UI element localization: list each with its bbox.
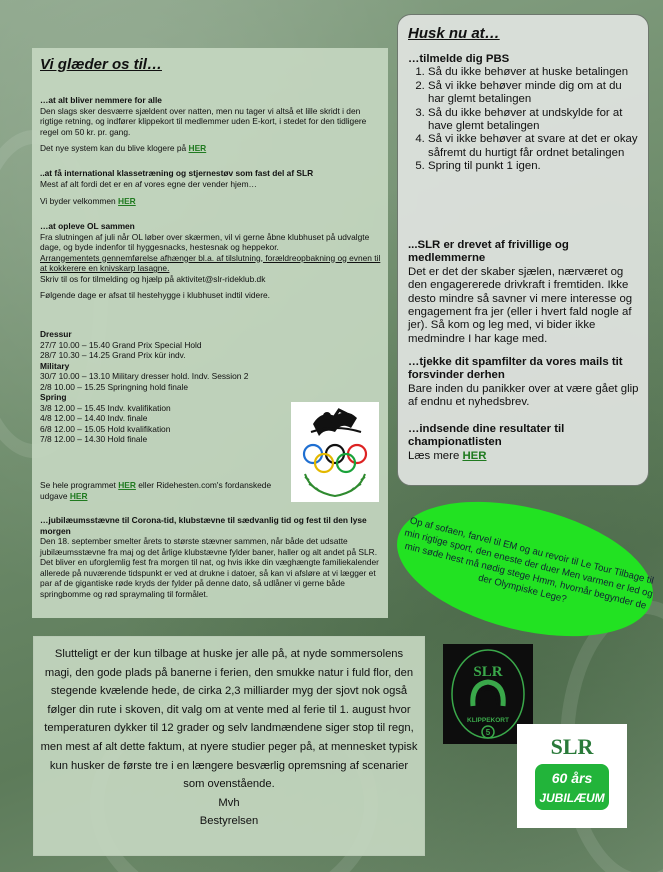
list-item: 5. Spring til punkt 1 igen. bbox=[428, 160, 640, 173]
section-easier-body: Den slags sker desværre sjældent over natten, men nu tager vi altså et lille skridt i den rigtige retning, og indfører klippekort til medlemmer uden E-kort, i stedet for den tidligere regel om 50 kr. pr. gang. bbox=[40, 105, 367, 137]
klippekort-label: KLIPPEKORT bbox=[467, 717, 509, 724]
schedule-row: 6/8 12.00 – 15.05 Hold kvalifikation bbox=[40, 423, 171, 434]
schedule-dressur-label: Dressur bbox=[40, 329, 72, 339]
section-pbs-title: …tilmelde dig PBS bbox=[408, 53, 510, 65]
program-links bbox=[40, 480, 290, 501]
pbs-list bbox=[408, 66, 640, 173]
schedule-spring-label: Spring bbox=[40, 392, 67, 402]
section-results bbox=[408, 423, 640, 463]
klippekort-link[interactable]: HER bbox=[188, 143, 207, 153]
schedule-row: 28/7 10.30 – 14.25 Grand Prix kür indv. bbox=[40, 350, 186, 360]
section-training-title: ..at få international klassetræning og stjernestøv som fast del af SLR bbox=[40, 168, 314, 178]
section-spam-title: …tjekke dit spamfilter da vores mails tit forsvinder derhen bbox=[408, 356, 623, 382]
section-jubilee-body: Den 18. september smelter årets to største stævner sammen, når både det udsatte jubilæumsstævne fra maj og det årlige klubstævne fylder baner, haller og alt andet på SLR. Det bliver en uforglemlig fest fra morgen til nat, og hvis ikke din væghængte familiekalender allerede på nuværende tidspunkt er ved at drukne i datoer, så kan vi afsløre at vi lægger et par af de gigantiske røde kryds der fylder på denne dato, så udlåner vi gerne både springbomme og rød spraymaling til formålet. bbox=[40, 536, 379, 599]
section-volunteers-title: ...SLR er drevet af frivillige og medlemmerne bbox=[408, 239, 569, 265]
olympic-rider-image bbox=[291, 402, 379, 502]
program-text-mid: eller Ridehesten.com's fordanskede udgave bbox=[40, 480, 272, 501]
ridehesten-link[interactable]: HER bbox=[69, 490, 88, 501]
left-heading: Vi glæder os til… bbox=[40, 56, 162, 73]
schedule-row: 3/8 12.00 – 15.45 Indv. kvalifikation bbox=[40, 402, 171, 413]
section-ol-intro: Følgende dage er afsat til hestehygge i klubhuset indtil videre. bbox=[40, 290, 270, 300]
olympic-rings-icon bbox=[291, 402, 379, 502]
section-spam bbox=[408, 356, 640, 410]
section-ol-contact: Skriv til os for tilmelding og hjælp på aktivitet@slr-rideklub.dk bbox=[40, 273, 266, 284]
section-ol bbox=[40, 221, 382, 301]
section-pbs bbox=[408, 53, 640, 174]
klippekort-title: SLR bbox=[473, 664, 503, 680]
section-training-link-text: Vi byder velkommen bbox=[40, 196, 119, 206]
section-ol-title: …at opleve OL sammen bbox=[40, 221, 135, 231]
program-text-pre: Se hele programmet bbox=[40, 480, 119, 490]
left-panel bbox=[32, 48, 388, 618]
poem-text: Op af sofaen, farvel til EM og au revoir til Le Tour Tilbage til min rigtige sport, den eneste der duer Men varmen er led og min søde hest må nødig stege Hmm, hvornår begynder de der Olympiske Lege? bbox=[403, 514, 655, 612]
right-heading: Husk nu at… bbox=[408, 25, 500, 42]
schedule-military-label: Military bbox=[40, 360, 70, 371]
closing-panel bbox=[33, 636, 425, 856]
section-easier-title: …at alt bliver nemmere for alle bbox=[40, 95, 162, 105]
closing-signature: Bestyrelsen bbox=[199, 815, 259, 828]
section-results-title: …indsende dine resultater til championatlisten bbox=[408, 423, 565, 449]
welcome-link[interactable]: HER bbox=[118, 196, 136, 206]
section-easier bbox=[40, 95, 382, 154]
section-jubilee-title: …jubilæumsstævne til Corona-tid, klubstævne til sædvanlig tid og fest til den lyse morgen bbox=[40, 515, 367, 536]
jubilaeum-line1: 60 års bbox=[551, 770, 593, 786]
schedule-row: 4/8 12.00 – 14.40 Indv. finale bbox=[40, 413, 148, 423]
closing-text: Slutteligt er der kun tilbage at huske jer alle på, at nyde sommersolens magi, den gode plads på banerne i ferien, den smukke natur i fuld flor, den stegende kvælende hede, de cirka 2,3 milliarder myg der sjovt nok også følger din rute i skoven, dit valg om at vente med al ferie til 1. august hvor temperaturen dykker til 12 grader og selv landmændene siger stop til regn, men mest af alt dette faktum, at nyere studier peger på, at mennesket typisk kun husker de første tre i en længere besværlig opremsning af scenarier som ovenstående. bbox=[40, 648, 418, 791]
list-item: 4. Så vi ikke behøver at svare at det er okay såfremt du hurtigt får ordnet betalingen bbox=[428, 133, 640, 160]
section-easier-link-text: Det nye system kan du blive klogere på bbox=[40, 143, 189, 153]
list-item: 2. Så vi ikke behøver minde dig om at du har glemt betalingen bbox=[428, 80, 640, 107]
jubilee-badge-icon bbox=[517, 724, 627, 828]
schedule-row: 27/7 10.00 – 15.40 Grand Prix Special Hold bbox=[40, 339, 202, 350]
section-ol-underlined: Arrangementets gennemførelse afhænger bl.a. af tilslutning, forældreopbakning og evnen til at kokkerere en knivskarp lasagne. bbox=[40, 252, 381, 273]
section-training bbox=[40, 168, 382, 207]
jubilaeum-logo bbox=[517, 724, 627, 828]
closing-greeting: Mvh bbox=[218, 796, 240, 809]
section-volunteers bbox=[408, 239, 640, 346]
program-link[interactable]: HER bbox=[118, 480, 136, 490]
right-panel bbox=[397, 14, 649, 486]
section-training-body: Mest af alt fordi det er en af vores egne der vender hjem… bbox=[40, 178, 257, 189]
list-item: 1. Så du ikke behøver at huske betalingen bbox=[428, 66, 640, 79]
section-results-text: Læs mere bbox=[408, 449, 463, 462]
results-link[interactable]: HER bbox=[462, 449, 487, 462]
klippekort-number: 5 bbox=[485, 728, 491, 737]
section-jubilee bbox=[40, 515, 382, 599]
schedule-row: 7/8 12.00 – 14.30 Hold finale bbox=[40, 434, 148, 444]
section-spam-body: Bare inden du panikker over at være gået glip af endnu et nyhedsbrev. bbox=[408, 382, 639, 409]
schedule-row: 2/8 10.00 – 15.25 Springning hold finale bbox=[40, 381, 189, 392]
list-item: 3. Så du ikke behøver at undskylde for at have glemt betalingen bbox=[428, 107, 640, 134]
jubilaeum-title: SLR bbox=[550, 734, 594, 759]
jubilaeum-line2: JUBILÆUM bbox=[539, 791, 605, 805]
schedule-row: 30/7 10.00 – 13.10 Military dresser hold. Indv. Session 2 bbox=[40, 371, 249, 381]
section-ol-body: Fra slutningen af juli når OL løber over skærmen, vil vi gerne åbne klubhuset på udvalgte dage, og byde indenfor til hyggesnacks, hestesnak og heppekor. bbox=[40, 231, 370, 252]
closing-text-block bbox=[40, 645, 418, 831]
section-volunteers-body: Det er det der skaber sjælen, nærværet og den engagererede drivkraft i fremtiden. Ikke desto mindre så savner vi mere interesse og engagement fra jer (eller i hvert fald nogle af jer). Så kom og leg med, vi bider ikke medmindre I har kage med. bbox=[408, 265, 633, 345]
